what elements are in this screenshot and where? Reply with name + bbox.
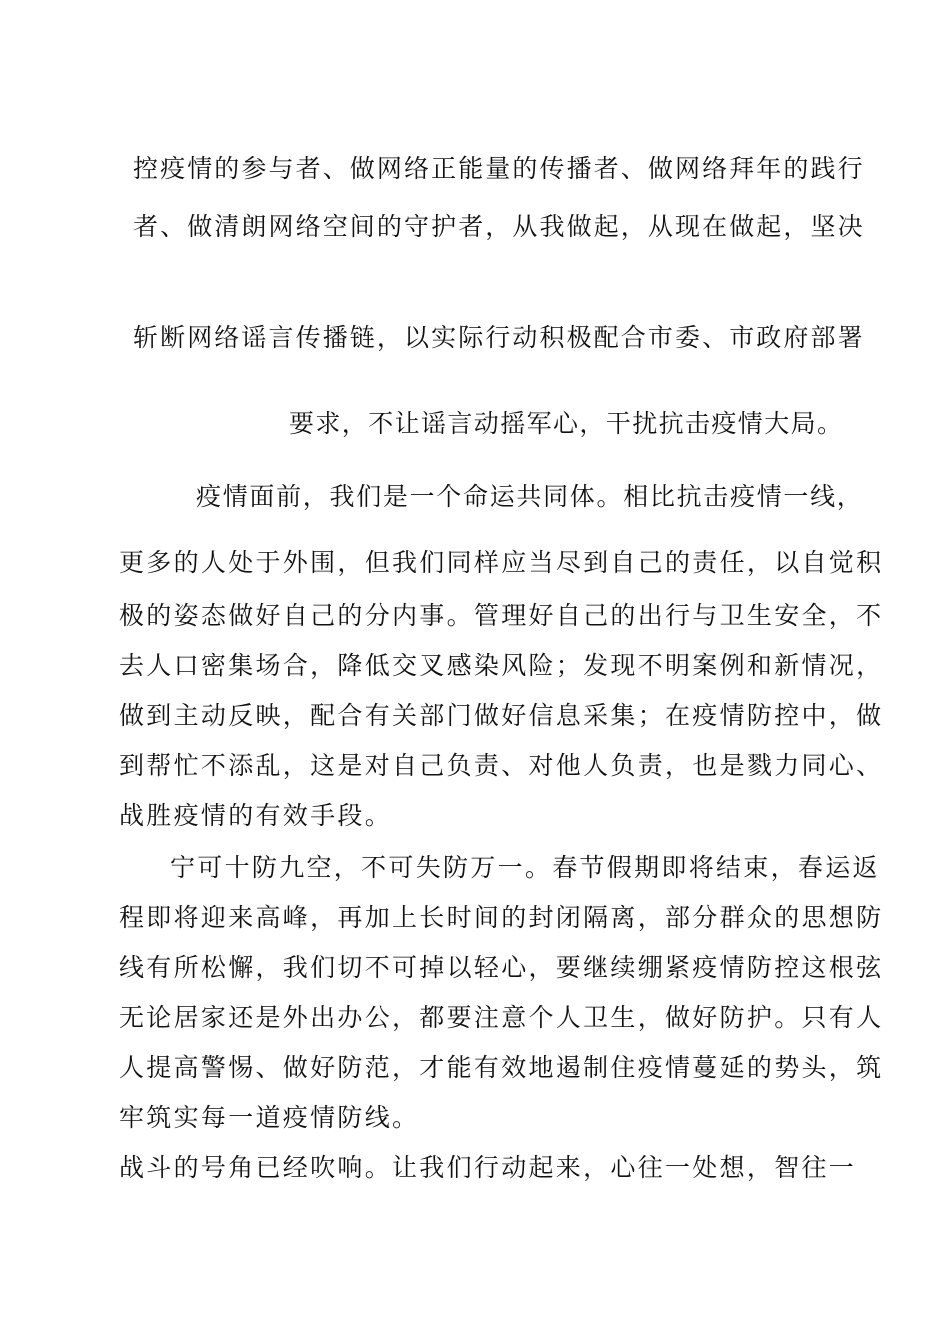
paragraph2-line-3: 线有所松懈，我们切不可掉以轻心，要继续绷紧疫情防控这根弦 xyxy=(119,953,884,982)
paragraph1-line-2: 极的姿态做好自己的分内事。管理好自己的出行与卫生安全，不 xyxy=(119,601,884,630)
intro-line-2: 者、做清朗网络空间的守护者，从我做起，从现在做起，坚决 xyxy=(133,212,865,241)
paragraph3-line-1: 战斗的号角已经吹响。让我们行动起来，心往一处想，智往一 xyxy=(119,1153,857,1182)
paragraph2-line-1: 宁可十防九空，不可失防万一。春节假期即将结束，春运返 xyxy=(170,853,880,882)
intro-line-1: 控疫情的参与者、做网络正能量的传播者、做网络拜年的践行 xyxy=(133,154,865,183)
paragraph1-line-6: 战胜疫情的有效手段。 xyxy=(119,801,393,830)
paragraph1-line-5: 到帮忙不添乱，这是对自己负责、对他人负责，也是戮力同心、 xyxy=(119,751,884,780)
paragraph2-line-4: 无论居家还是外出办公，都要注意个人卫生，做好防护。只有人 xyxy=(119,1003,884,1032)
paragraph2-line-2: 程即将迎来高峰，再加上长时间的封闭隔离，部分群众的思想防 xyxy=(119,903,884,932)
paragraph1-line-4: 做到主动反映，配合有关部门做好信息采集；在疫情防控中，做 xyxy=(119,701,884,730)
paragraph1-line-3: 去人口密集场合，降低交叉感染风险；发现不明案例和新情况， xyxy=(119,651,884,680)
paragraph2-line-5: 人提高警惕、做好防范，才能有效地遏制住疫情蔓延的势头，筑 xyxy=(119,1053,884,1082)
intro-line-4: 要求，不让谣言动摇军心，干扰抗击疫情大局。 xyxy=(289,409,844,438)
paragraph2-line-6: 牢筑实每一道疫情防线。 xyxy=(119,1103,420,1132)
paragraph1-line-1: 更多的人处于外围，但我们同样应当尽到自己的责任，以自觉积 xyxy=(119,548,884,577)
intro-line-5: 疫情面前，我们是一个命运共同体。相比抗击疫情一线， xyxy=(196,482,864,511)
intro-line-3: 斩断网络谣言传播链，以实际行动积极配合市委、市政府部署 xyxy=(133,323,865,352)
